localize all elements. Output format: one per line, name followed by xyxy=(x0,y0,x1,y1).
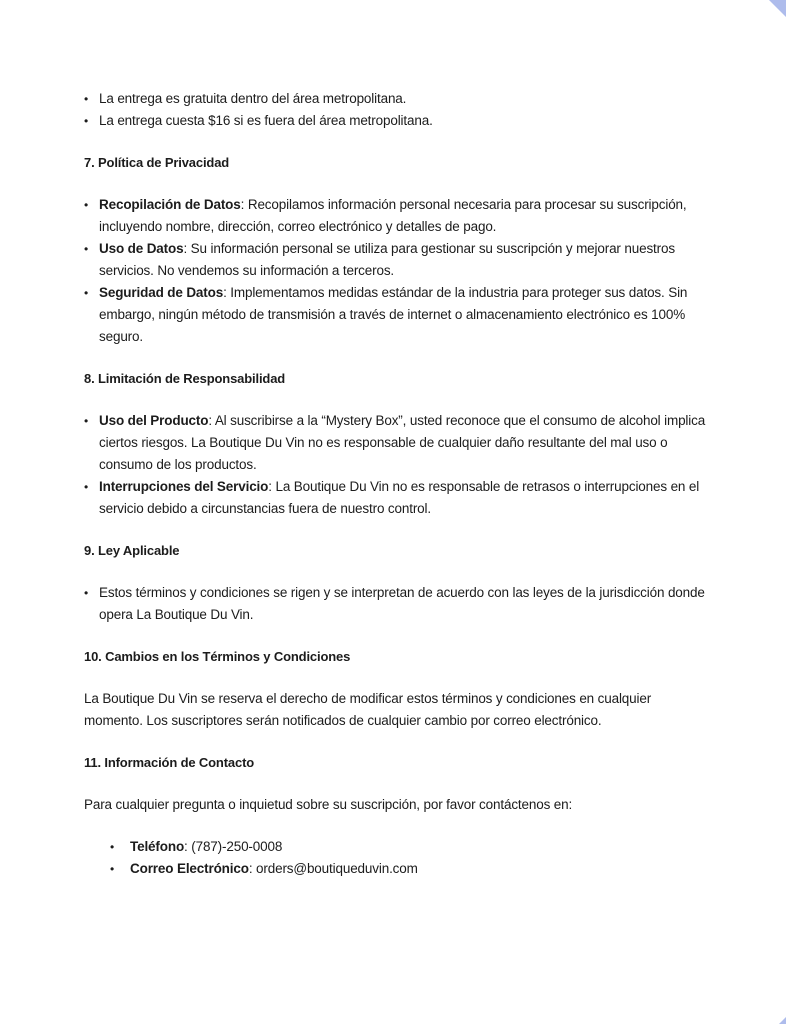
list-item-body: Estos términos y condiciones se rigen y se interpretan de acuerdo con las leyes de la jurisdicción donde opera La Boutique Du Vin. xyxy=(99,585,705,622)
page-corner-mark-top-right-icon xyxy=(769,0,786,17)
ley-aplicable-bullet-list xyxy=(84,582,706,626)
list-item-text xyxy=(99,476,706,520)
section-heading-informacion-de-contacto: 11. Información de Contacto xyxy=(84,755,255,770)
list-item-text xyxy=(130,836,706,858)
bullet-icon: • xyxy=(84,242,89,256)
cambios-paragraph: La Boutique Du Vin se reserva el derecho de modificar estos términos y condiciones en cualquier momento. Los suscriptores serán notificados de cualquier cambio por correo electrónico. xyxy=(84,691,652,728)
list-item xyxy=(84,410,706,476)
list-item-text xyxy=(99,410,706,476)
bullet-icon: • xyxy=(84,414,89,428)
bullet-icon: • xyxy=(110,840,115,854)
list-item-body: : La Boutique Du Vin no es responsable de retrasos o interrupciones en el servicio debido a circunstancias fuera de nuestro control. xyxy=(99,479,700,516)
bullet-icon: • xyxy=(84,114,89,128)
email-value: : orders@boutiqueduvin.com xyxy=(248,861,418,876)
responsabilidad-bullet-list xyxy=(84,410,706,520)
phone-value: : (787)-250-0008 xyxy=(184,839,283,854)
bullet-icon: • xyxy=(110,862,115,876)
delivery-bullet-list xyxy=(84,88,706,132)
bullet-icon: • xyxy=(84,480,89,494)
document-content xyxy=(84,88,706,900)
section-heading-ley-aplicable: 9. Ley Aplicable xyxy=(84,543,180,558)
list-item-bold-lead: Uso del Producto xyxy=(99,413,209,428)
list-item-body: : Su información personal se utiliza para gestionar su suscripción y mejorar nuestros servicios. No vendemos su información a terceros. xyxy=(99,241,675,278)
list-item xyxy=(84,88,706,110)
list-item-text: La entrega cuesta $16 si es fuera del área metropolitana. xyxy=(99,113,433,128)
section-heading-cambios-terminos: 10. Cambios en los Términos y Condiciones xyxy=(84,649,351,664)
section-heading-politica-de-privacidad: 7. Política de Privacidad xyxy=(84,155,230,170)
bullet-icon: • xyxy=(84,198,89,212)
contacto-bullet-list xyxy=(110,836,706,880)
bullet-icon: • xyxy=(84,286,89,300)
email-label: Correo Electrónico xyxy=(130,861,249,876)
privacidad-bullet-list xyxy=(84,194,706,348)
list-item xyxy=(84,476,706,520)
contacto-intro-paragraph: Para cualquier pregunta o inquietud sobre su suscripción, por favor contáctenos en: xyxy=(84,797,573,812)
list-item-body: : Implementamos medidas estándar de la industria para proteger sus datos. Sin embargo, ningún método de transmisión a través de internet o almacenamiento electrónico es 100% seguro. xyxy=(99,285,688,344)
bullet-icon: • xyxy=(84,92,89,106)
page-corner-mark-bottom-right-icon xyxy=(779,1017,786,1024)
list-item-text xyxy=(99,194,706,238)
list-item-bold-lead: Uso de Datos xyxy=(99,241,184,256)
list-item-text xyxy=(99,282,706,348)
list-item xyxy=(84,110,706,132)
list-item-body: : Recopilamos información personal necesaria para procesar su suscripción, incluyendo nombre, dirección, correo electrónico y detalles de pago. xyxy=(99,197,687,234)
list-item xyxy=(84,582,706,626)
list-item xyxy=(110,858,706,880)
phone-label: Teléfono xyxy=(130,839,185,854)
list-item-bold-lead: Interrupciones del Servicio xyxy=(99,479,269,494)
list-item-bold-lead: Recopilación de Datos xyxy=(99,197,241,212)
list-item-text xyxy=(130,858,706,880)
list-item xyxy=(84,238,706,282)
list-item-text: La entrega es gratuita dentro del área metropolitana. xyxy=(99,91,407,106)
list-item xyxy=(84,194,706,238)
list-item-text xyxy=(99,238,706,282)
list-item xyxy=(84,282,706,348)
bullet-icon: • xyxy=(84,586,89,600)
section-heading-limitacion-de-responsabilidad: 8. Limitación de Responsabilidad xyxy=(84,371,286,386)
list-item xyxy=(110,836,706,858)
list-item-bold-lead: Seguridad de Datos xyxy=(99,285,224,300)
list-item-body: : Al suscribirse a la “Mystery Box”, usted reconoce que el consumo de alcohol implica ciertos riesgos. La Boutique Du Vin no es responsable de cualquier daño resultante del mal uso o consumo de los productos. xyxy=(99,413,706,472)
list-item-text xyxy=(99,582,706,626)
